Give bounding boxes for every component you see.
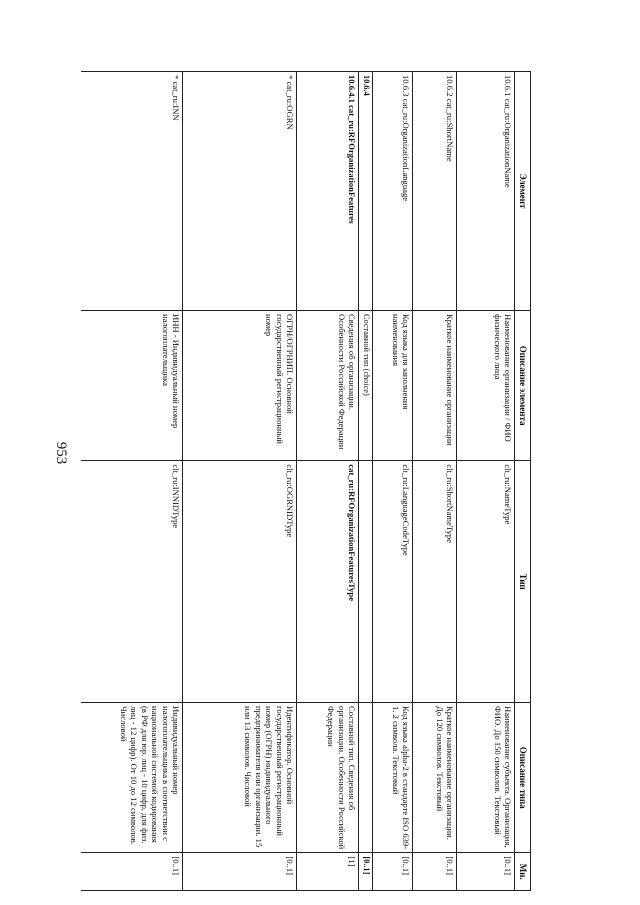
cell-multiplicity: [0..1] xyxy=(457,853,515,891)
cell-element-description: ИНН - Индивидуальный номер налогоплательщика xyxy=(81,310,183,460)
cell-type: clt_ru:ShortNameType xyxy=(413,461,457,703)
header-element: Элемент xyxy=(515,72,531,311)
cell-multiplicity: [1] xyxy=(297,853,359,891)
spec-table xyxy=(81,71,531,891)
table-row xyxy=(359,72,373,891)
cell-element-description: Сведения об организации. Особенности Российской Федерации xyxy=(297,310,359,460)
cell-type-description: Наименование субъекта. Организация, ФИО. До 150 символов. Текстовый xyxy=(457,703,515,853)
cell-type xyxy=(359,461,373,703)
cell-type-description: Составной тип. Сведения об организации. Особенности Российской Федерации xyxy=(297,703,359,853)
cell-multiplicity: [0..1] xyxy=(183,853,297,891)
cell-type-description xyxy=(359,703,373,853)
page-number: 953 xyxy=(53,441,69,465)
cell-element: * cat_ru:INN xyxy=(81,72,183,311)
cell-type: clt_ru:OGRNIDType xyxy=(183,461,297,703)
cell-type: cat_ru:RFOrganizationFeaturesType xyxy=(297,461,359,703)
spec-table-container xyxy=(81,71,531,891)
cell-element: 10.6.4 xyxy=(359,72,373,311)
cell-element: 10.6.4.1 cat_ru:RFOrganizationFeatures xyxy=(297,72,359,311)
table-row xyxy=(297,72,359,891)
cell-type-description: Краткое наименование организации. До 120 символов. Текстовый xyxy=(413,703,457,853)
cell-multiplicity: [0..1] xyxy=(359,853,373,891)
cell-element: 10.6.1 cat_ru:OrganizationName xyxy=(457,72,515,311)
cell-type: clt_ru:INNIDType xyxy=(81,461,183,703)
cell-type: clt_ru:NameType xyxy=(457,461,515,703)
header-type: Тип xyxy=(515,461,531,703)
cell-element-description: ОГРН/ОГРНИП. Основной государственный регистрационный номер xyxy=(183,310,297,460)
cell-element: 10.6.3 cat_ru:OrganizationLanguage xyxy=(373,72,413,311)
cell-type-description: Индивидуальный номер налогоплательщика в соответствии с национальной системой кодирования (в РФ для юр. лиц - 10 цифр, для физ. лиц - 12 цифр). От 10 до 12 символов. Числовой xyxy=(81,703,183,853)
cell-type-description: Идентификатор. Основной государственный регистрационный номер (ОГРН) индивидуального предпринимателя или организации. 15 или 13 символов. Числовой xyxy=(183,703,297,853)
cell-type: clt_ru:LanguageCodeType xyxy=(373,461,413,703)
table-row xyxy=(373,72,413,891)
header-multiplicity: Мн. xyxy=(515,853,531,891)
table-row xyxy=(81,72,183,891)
rotated-table xyxy=(81,71,531,891)
cell-element-description: Краткое наименование организации xyxy=(413,310,457,460)
cell-multiplicity: [0..1] xyxy=(413,853,457,891)
table-row xyxy=(183,72,297,891)
cell-element: * cat_ru:OGRN xyxy=(183,72,297,311)
table-header-row xyxy=(515,72,531,891)
cell-type-description: Код языка alpha-2 в стандарте ISO 639-1. 2 символа. Текстовый xyxy=(373,703,413,853)
cell-element-description: Наименование организации / ФИО физического лица xyxy=(457,310,515,460)
cell-element: 10.6.2 cat_ru:ShortName xyxy=(413,72,457,311)
table-row xyxy=(457,72,515,891)
cell-multiplicity: [0..1] xyxy=(81,853,183,891)
cell-element-description: Код языка для заполнения наименования xyxy=(373,310,413,460)
table-row xyxy=(413,72,457,891)
cell-multiplicity: [0..1] xyxy=(373,853,413,891)
header-element-description: Описание элемента xyxy=(515,310,531,460)
header-type-description: Описание типа xyxy=(515,703,531,853)
cell-element-description: Составной тип (choice) xyxy=(359,310,373,460)
